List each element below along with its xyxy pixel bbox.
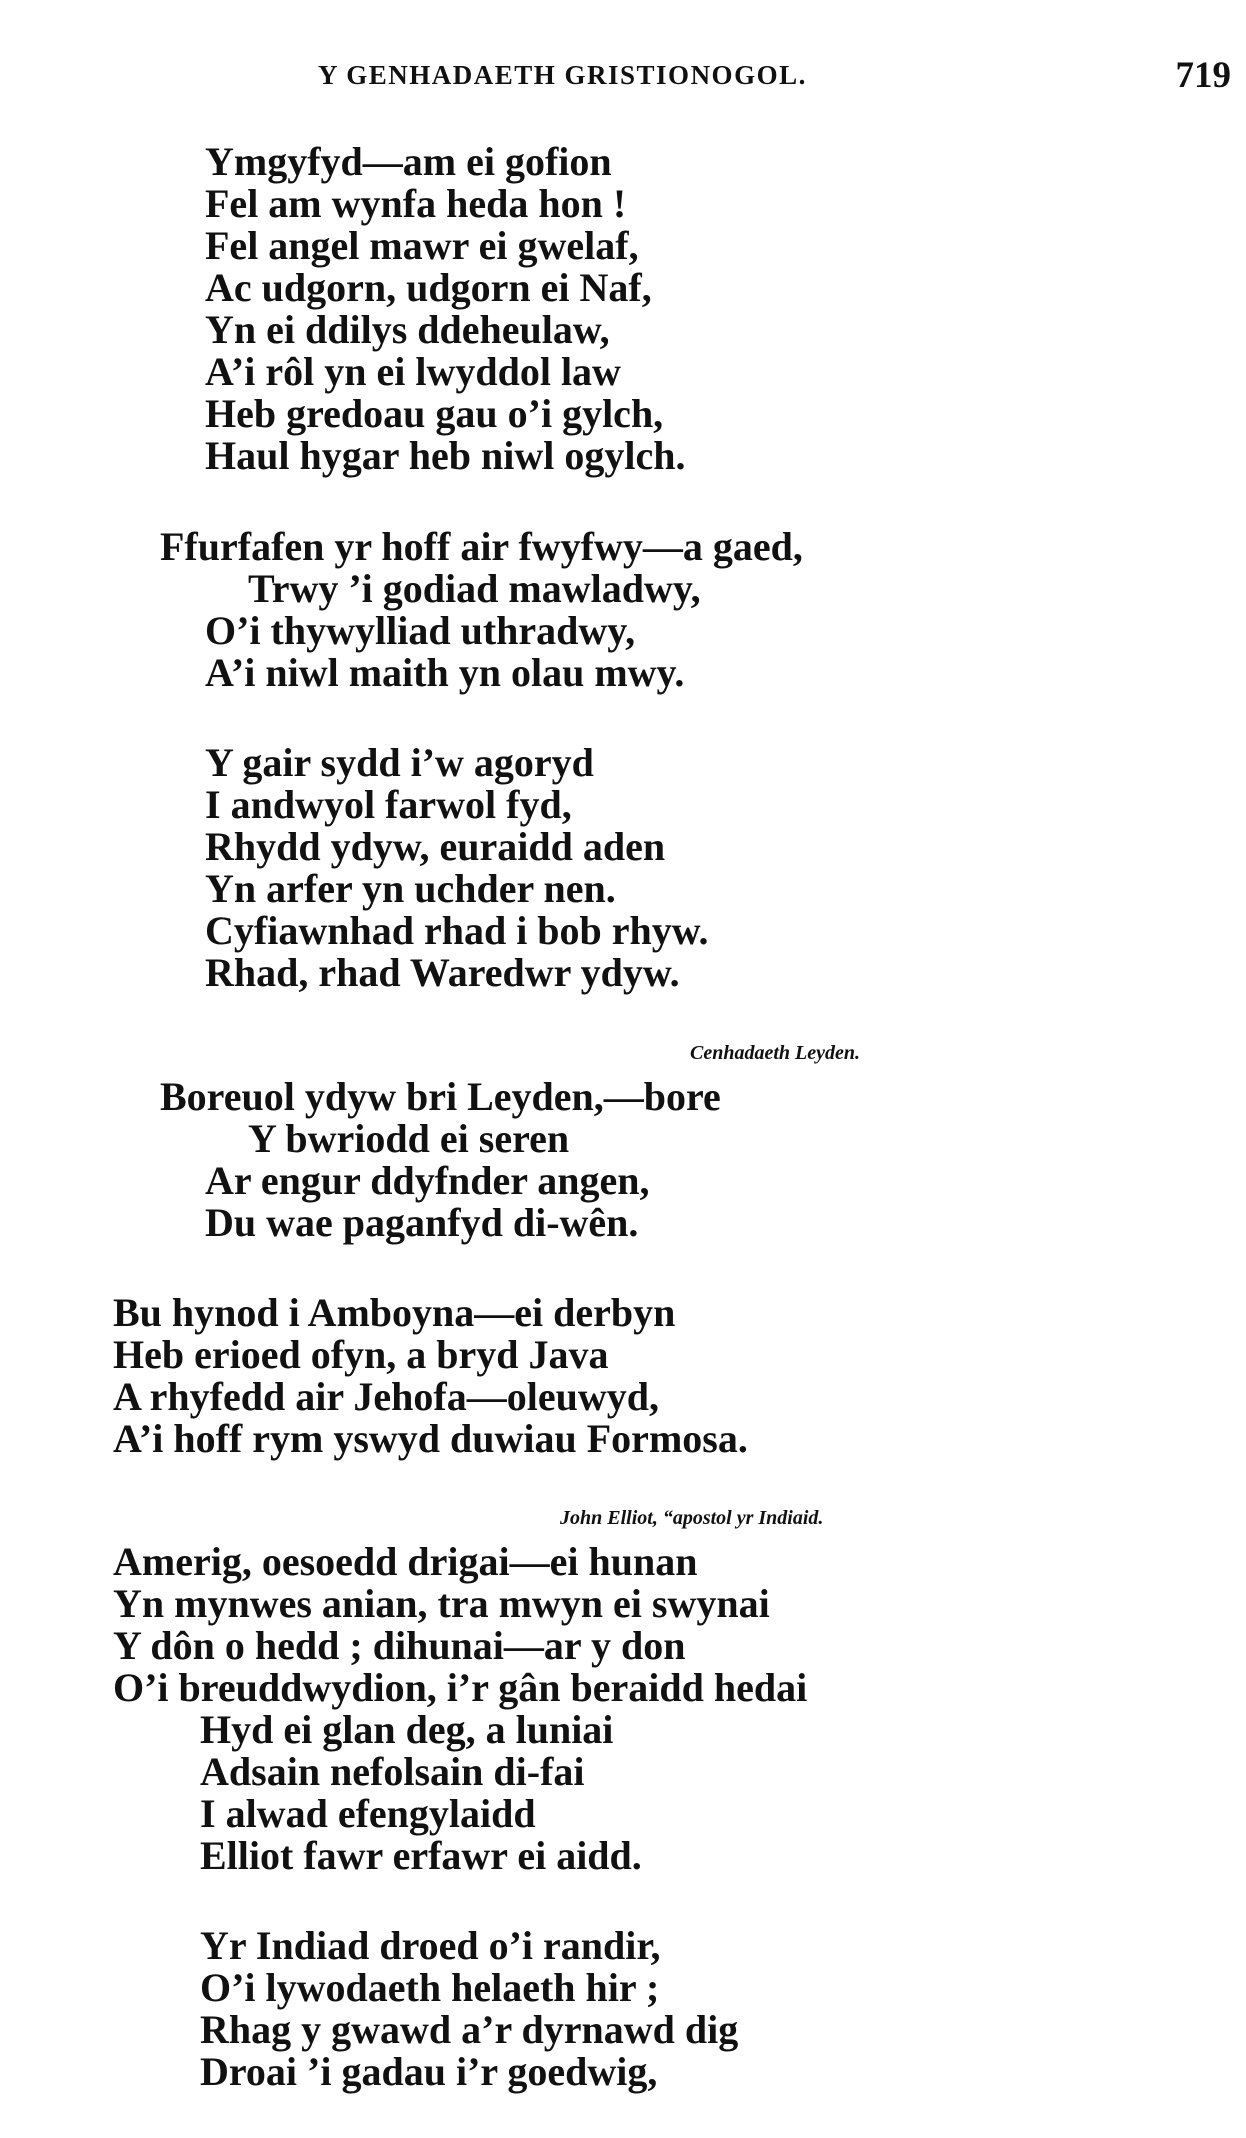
verse-line: A rhyfedd air Jehofa—oleuwyd, [113,1374,659,1419]
verse-line: Cyfiawnhad rhad i bob rhyw. [205,908,709,953]
verse-line: A’i niwl maith yn olau mwy. [205,650,685,695]
verse-line: A’i rôl yn ei lwyddol law [205,349,621,394]
page-header [0,54,1246,104]
verse-line: Rhad, rhad Waredwr ydyw. [205,950,680,995]
verse-line: Rhydd ydyw, euraidd aden [205,824,666,869]
verse-line: Yn arfer yn uchder nen. [205,866,616,911]
verse-line: Adsain nefolsain di-fai [200,1749,585,1794]
verse-line: Trwy ’i godiad mawladwy, [248,566,701,611]
verse-line: Rhag y gwawd a’r dyrnawd dig [200,2007,739,2052]
verse-line: Fel angel mawr ei gwelaf, [205,223,639,268]
verse-line: Droai ’i gadau i’r goedwig, [200,2049,658,2094]
verse-line: Hyd ei glan deg, a luniai [200,1707,614,1752]
attribution-leyden: Cenhadaeth Leyden. [690,1042,860,1064]
verse-line: Y gair sydd i’w agoryd [205,740,594,785]
verse-line: Fel am wynfa heda hon ! [205,181,627,226]
verse-line: O’i thywylliad uthradwy, [205,608,636,653]
verse-line: A’i hoff rym yswyd duwiau Formosa. [113,1416,748,1461]
verse-line: I alwad efengylaidd [200,1791,536,1836]
verse-line: I andwyol farwol fyd, [205,782,572,827]
verse-line: Elliot fawr erfawr ei aidd. [200,1833,642,1878]
verse-line: Boreuol ydyw bri Leyden,—bore [160,1074,721,1119]
verse-line: Haul hygar heb niwl ogylch. [205,433,686,478]
verse-line: Ar engur ddyfnder angen, [205,1158,650,1203]
verse-line: O’i breuddwydion, i’r gân beraidd hedai [113,1665,808,1710]
verse-line: Ymgyfyd—am ei gofion [205,139,612,184]
verse-line: Heb gredoau gau o’i gylch, [205,391,664,436]
verse-line: O’i lywodaeth helaeth hir ; [200,1965,660,2010]
verse-line: Yr Indiad droed o’i randir, [200,1923,661,1968]
verse-line: Yn ei ddilys ddeheulaw, [205,307,610,352]
running-title: Y GENHADAETH GRISTIONOGOL. [318,60,807,90]
verse-line: Yn mynwes anian, tra mwyn ei swynai [113,1581,770,1626]
verse-line: Ffurfafen yr hoff air fwyfwy—a gaed, [160,524,803,569]
verse-line: Ac udgorn, udgorn ei Naf, [205,265,652,310]
attribution-elliot: John Elliot, “apostol yr Indiaid. [560,1507,824,1529]
verse-line: Du wae paganfyd di-wên. [205,1200,639,1245]
verse-line: Heb erioed ofyn, a bryd Java [113,1332,609,1377]
verse-line: Y dôn o hedd ; dihunai—ar y don [113,1623,686,1668]
verse-line: Amerig, oesoedd drigai—ei hunan [113,1539,698,1584]
page-number: 719 [1175,55,1231,96]
verse-line: Y bwriodd ei seren [248,1116,570,1161]
verse-line: Bu hynod i Amboyna—ei derbyn [113,1290,676,1335]
